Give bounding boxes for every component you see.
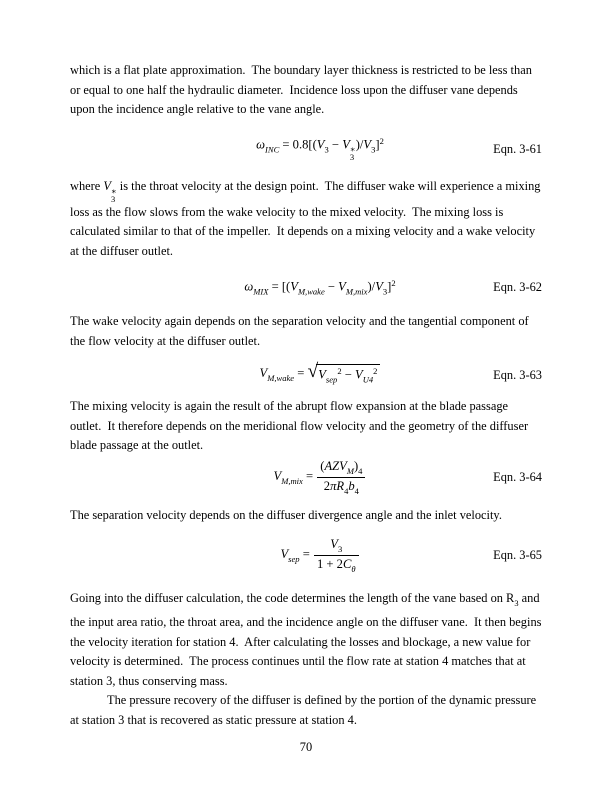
paragraph-diffuser-calculation: Going into the diffuser calculation, the code determines the length of the vane based on $R_3$ and the input area ratio, the throat area, and the incidence angle on the diffuser vane. It then begins the velocity iteration for station 4. After calculating the losses and blockage, a new value for velocity is determined. The process continues until the flow rate at station 4 matches that at station 3, thus conserving mass.: [70, 590, 545, 688]
equation-3-65-label: Eqn. 3-65: [493, 548, 542, 563]
paragraph-throat-velocity: where V ∗ 3 is the throat velocity at the design point. The diffuser wake will experience a mixing loss as the flow slows from the wake velocity to the mixed velocity. The mixing loss is calculated similar to that of the impeller. It depends on a mixing velocity and a wake velocity at the diffuser outlet.: [70, 179, 544, 259]
equation-3-63-label: Eqn. 3-63: [493, 367, 542, 382]
equation-row-3-62: [70, 278, 542, 297]
equation-3-63-formula: $V_{M,wake}$ = √ $V_{sep}^2 - V_{U4}^2$: [260, 364, 381, 385]
equation-3-61-formula: $\omega_{INC} = 0.8[(V_3 - V$ ∗ 3 )$/V_3]^2$: [256, 135, 384, 163]
equation-3-64-label: Eqn. 3-64: [493, 469, 542, 484]
paragraph-pressure-recovery: The pressure recovery of the diffuser is defined by the portion of the dynamic pressure at station 3 that is recovered as static pressure at station 4.: [70, 693, 540, 728]
equation-row-3-65: [70, 537, 542, 574]
equation-3-64-formula: $V_{M,mix}$ = $\frac{(AZV_M)_4}{2\pi R_4b_4}$: [274, 459, 367, 496]
equation-3-62-label: Eqn. 3-62: [493, 279, 542, 294]
paragraph-separation-velocity: The separation velocity depends on the diffuser divergence angle and the inlet velocity.: [70, 508, 502, 523]
equation-3-65-formula: $V_{sep}$ = $\frac{V_3}{1 + 2C_\theta}$: [280, 537, 359, 574]
page-number: 70: [299, 739, 313, 754]
equation-3-61-label: Eqn. 3-61: [493, 141, 542, 156]
equation-row-3-61: [70, 136, 542, 162]
equation-row-3-63: [70, 361, 542, 385]
equation-row-3-64: [70, 459, 542, 496]
paragraph-flat-plate: which is a flat plate approximation. The boundary layer thickness is restricted to be less than or equal to one half the hydraulic diameter. Incidence loss upon the diffuser vane depends upon the incidence angle relative to the vane angle.: [70, 63, 535, 117]
equation-3-62-formula: $\omega_{MIX} = [(V_{M,wake} - V_{M,mix})/V_3]^2$: [244, 277, 396, 297]
paragraph-wake-velocity: The wake velocity again depends on the separation velocity and the tangential component of the flow velocity at the diffuser outlet.: [70, 314, 532, 348]
paragraph-mixing-velocity: The mixing velocity is again the result of the abrupt flow expansion at the blade passage outlet. It therefore depends on the meridional flow velocity and the geometry of the diffuser blade passage at the outlet.: [70, 398, 532, 453]
